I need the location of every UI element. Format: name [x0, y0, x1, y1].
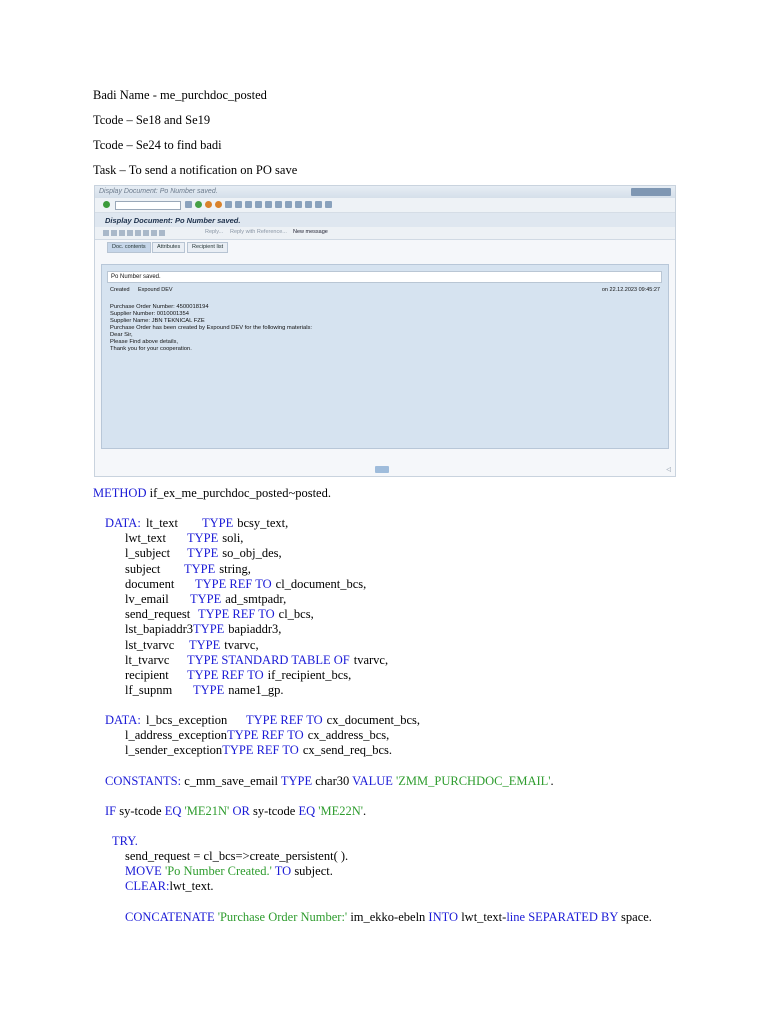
status-arrow-icon[interactable]: ◁ [666, 467, 671, 473]
variable-name: l_subject [125, 546, 171, 561]
declaration-line [125, 622, 281, 637]
keyword: TYPE REF TO [195, 576, 272, 591]
declaration-line [146, 713, 420, 728]
keyword: TYPE STANDARD TABLE OF [187, 652, 350, 667]
declaration-line [125, 728, 389, 743]
keyword: TYPE REF TO [187, 668, 264, 682]
keyword: DATA: [105, 516, 141, 530]
layout-icon[interactable] [325, 201, 332, 208]
body-line: Purchase Order Number: 4500018194 [110, 304, 209, 310]
intro-line-1: Badi Name - me_purchdoc_posted [93, 88, 267, 102]
code-move-line [125, 864, 333, 879]
code-data2-kw [105, 713, 141, 728]
keyword: TO [274, 864, 292, 878]
created-by: Expound DEV [138, 287, 173, 293]
type-name: tvarvc, [353, 652, 389, 667]
keyword: IF [105, 804, 117, 818]
cancel-icon[interactable] [215, 201, 222, 208]
keyword: EQ [298, 804, 316, 818]
variable-name: l_bcs_exception [146, 713, 228, 727]
tab-recipient-list[interactable]: Recipient list [187, 242, 228, 253]
declaration-line [125, 592, 286, 607]
string-literal: 'ME21N' [181, 804, 233, 818]
keyword: TYPE [193, 683, 225, 698]
keyword: TYPE REF TO [227, 728, 304, 743]
keyword: TYPE REF TO [222, 743, 299, 758]
body-line: Supplier Name: JBN TEKNICAL FZE [110, 318, 205, 324]
type-name: cl_document_bcs, [275, 576, 367, 591]
code-constants-line [105, 774, 554, 789]
type-name: bcsy_text, [237, 516, 289, 530]
sap-tabs [95, 240, 675, 252]
string-literal: 'Purchase Order Number:' [214, 910, 348, 924]
sap-window-title: Display Document: Po Number saved. [99, 188, 218, 195]
declaration-line [146, 516, 288, 531]
code-concatenate-line [125, 910, 652, 925]
keyword: METHOD [93, 486, 147, 500]
delete-icon[interactable] [127, 230, 133, 236]
keyword: TYPE [184, 561, 216, 576]
sap-screenshot [94, 185, 676, 477]
enter-icon[interactable] [103, 201, 110, 208]
system-toolbar-icons [185, 201, 332, 209]
document-panel [101, 264, 669, 449]
keyword: INTO [428, 910, 459, 924]
sap-screen-title: Display Document: Po Number saved. [95, 213, 675, 227]
prev-page-icon[interactable] [265, 201, 272, 208]
declaration-line [125, 531, 243, 546]
keyword: TYPE [280, 774, 313, 788]
type-name: bapiaddr3, [228, 622, 282, 637]
code-text: lwt_text- [458, 910, 507, 924]
body-line: Dear Sir, [110, 332, 133, 338]
details-icon[interactable] [103, 230, 109, 236]
save-icon[interactable] [185, 201, 192, 208]
code-method-line [93, 486, 331, 501]
forward-icon[interactable] [111, 230, 117, 236]
variable-name: l_address_exception [125, 728, 228, 743]
variable-name: recipient [125, 668, 169, 682]
declaration-line [125, 546, 282, 561]
last-page-icon[interactable] [285, 201, 292, 208]
keyword: TYPE [187, 531, 219, 546]
body-line: Please Find above details, [110, 339, 178, 345]
sap-status-bar [95, 464, 675, 476]
type-name: tvarvc, [224, 637, 259, 652]
keyword: CONSTANTS: [105, 774, 182, 788]
command-field[interactable] [115, 201, 181, 210]
tab-doc-contents[interactable]: Doc. contents [107, 242, 151, 253]
type-name: name1_gp. [228, 683, 284, 698]
print-icon[interactable] [225, 201, 232, 208]
code-text: space. [617, 910, 652, 924]
code-text: im_ekko-ebeln [347, 910, 429, 924]
created-on: on 22.12.2023 09:45:27 [601, 287, 660, 293]
intro-line-2: Tcode – Se18 and Se19 [93, 113, 211, 127]
code-clear-line [125, 879, 214, 894]
body-line: Supplier Number: 0010001354 [110, 311, 189, 317]
archive-icon[interactable] [159, 230, 165, 236]
variable-name: lst_tvarvc [125, 637, 175, 652]
new-session-icon[interactable] [295, 201, 302, 208]
subject-field: Po Number saved. [107, 271, 662, 283]
declaration-line [125, 638, 259, 653]
declaration-line [125, 562, 251, 577]
type-name: if_recipient_bcs, [267, 668, 352, 682]
variable-name: lwt_text [125, 531, 166, 546]
type-name: ad_smtpadr, [225, 592, 287, 606]
declaration-line [125, 653, 388, 668]
variable-name: l_sender_exception [125, 743, 223, 758]
back-icon[interactable] [195, 201, 202, 208]
tab-attributes[interactable]: Attributes [152, 242, 185, 253]
keyword: TYPE [187, 546, 219, 561]
code-text: char30 [312, 774, 353, 788]
code-text: lwt_text. [169, 879, 214, 893]
intro-line-3: Tcode – Se24 to find badi [93, 138, 222, 152]
new-message-button[interactable]: New message [293, 229, 328, 235]
first-page-icon[interactable] [255, 201, 262, 208]
body-line: Thank you for your cooperation. [110, 346, 192, 352]
code-text: sy-tcode [116, 804, 165, 818]
keyword: TYPE [189, 637, 221, 652]
keyword: TYPE REF TO [198, 607, 275, 622]
code-send-request-line: send_request = cl_bcs=>create_persistent( ). [125, 849, 349, 863]
type-name: cx_address_bcs, [307, 728, 390, 743]
type-name: string, [219, 561, 251, 576]
variable-name: lf_supnm [125, 683, 173, 698]
keyword: CLEAR: [125, 879, 170, 893]
sap-system-toolbar [95, 198, 675, 213]
print-doc-icon[interactable] [151, 230, 157, 236]
variable-name: lst_bapiaddr3 [125, 622, 194, 637]
string-literal: 'ME22N' [315, 804, 364, 818]
sap-logo-icon [375, 466, 389, 473]
declaration-line [125, 577, 366, 592]
next-page-icon[interactable] [275, 201, 282, 208]
message-body [110, 304, 312, 353]
find-next-icon[interactable] [245, 201, 252, 208]
help-icon[interactable] [315, 201, 322, 208]
edit-icon[interactable] [135, 230, 141, 236]
exit-icon[interactable] [205, 201, 212, 208]
variable-name: lt_tvarvc [125, 652, 170, 667]
window-controls-icon[interactable] [631, 188, 671, 196]
app-toolbar-icons [103, 230, 165, 236]
keyword: DATA: [105, 713, 141, 727]
keyword: TYPE [202, 516, 234, 530]
code-text: . [550, 774, 554, 788]
string-literal: 'Po Number Created.' [161, 864, 275, 878]
keyword: MOVE [125, 864, 162, 878]
type-name: so_obj_des, [222, 546, 282, 561]
code-if-line [105, 804, 366, 819]
reply-with-reference-button[interactable]: Reply with Reference... [230, 229, 287, 235]
sap-window-titlebar [95, 186, 675, 198]
keyword: CONCATENATE [125, 910, 215, 924]
declaration-line [125, 743, 392, 758]
variable-name: document [125, 576, 175, 591]
code-text: sy-tcode [249, 804, 299, 818]
intro-line-4: Task – To send a notification on PO save [93, 163, 298, 177]
type-name: cx_send_req_bcs. [302, 743, 393, 758]
body-line: Purchase Order has been created by Expound DEV for the following materials: [110, 325, 313, 331]
keyword: TYPE REF TO [246, 713, 323, 727]
declaration-line [125, 607, 314, 622]
code-text: c_mm_save_email [181, 774, 281, 788]
shortcut-icon[interactable] [305, 201, 312, 208]
copy-icon[interactable] [143, 230, 149, 236]
string-literal: 'ZMM_PURCHDOC_EMAIL' [392, 774, 551, 788]
attach-icon[interactable] [119, 230, 125, 236]
keyword: line SEPARATED BY [506, 910, 618, 924]
declaration-line [125, 668, 351, 683]
type-name: cl_bcs, [278, 607, 314, 622]
type-name: soli, [222, 531, 244, 546]
declaration-line [125, 683, 283, 698]
variable-name: send_request [125, 607, 191, 622]
sap-app-toolbar [95, 227, 675, 240]
code-text: . [363, 804, 367, 818]
created-label: Created [110, 287, 130, 293]
variable-name: lt_text [146, 516, 178, 530]
code-text: if_ex_me_purchdoc_posted~posted. [146, 486, 331, 500]
reply-button[interactable]: Reply... [205, 229, 224, 235]
keyword: VALUE [352, 774, 393, 788]
keyword: TYPE [193, 622, 225, 637]
type-name: cx_document_bcs, [326, 713, 421, 727]
variable-name: lv_email [125, 592, 169, 606]
code-data1-kw [105, 516, 141, 531]
variable-name: subject [125, 561, 161, 576]
keyword: TRY. [112, 834, 138, 848]
keyword: TYPE [190, 592, 222, 606]
keyword: OR [232, 804, 250, 818]
keyword: EQ [164, 804, 182, 818]
code-try-line [112, 834, 138, 849]
code-text: subject. [291, 864, 333, 878]
find-icon[interactable] [235, 201, 242, 208]
